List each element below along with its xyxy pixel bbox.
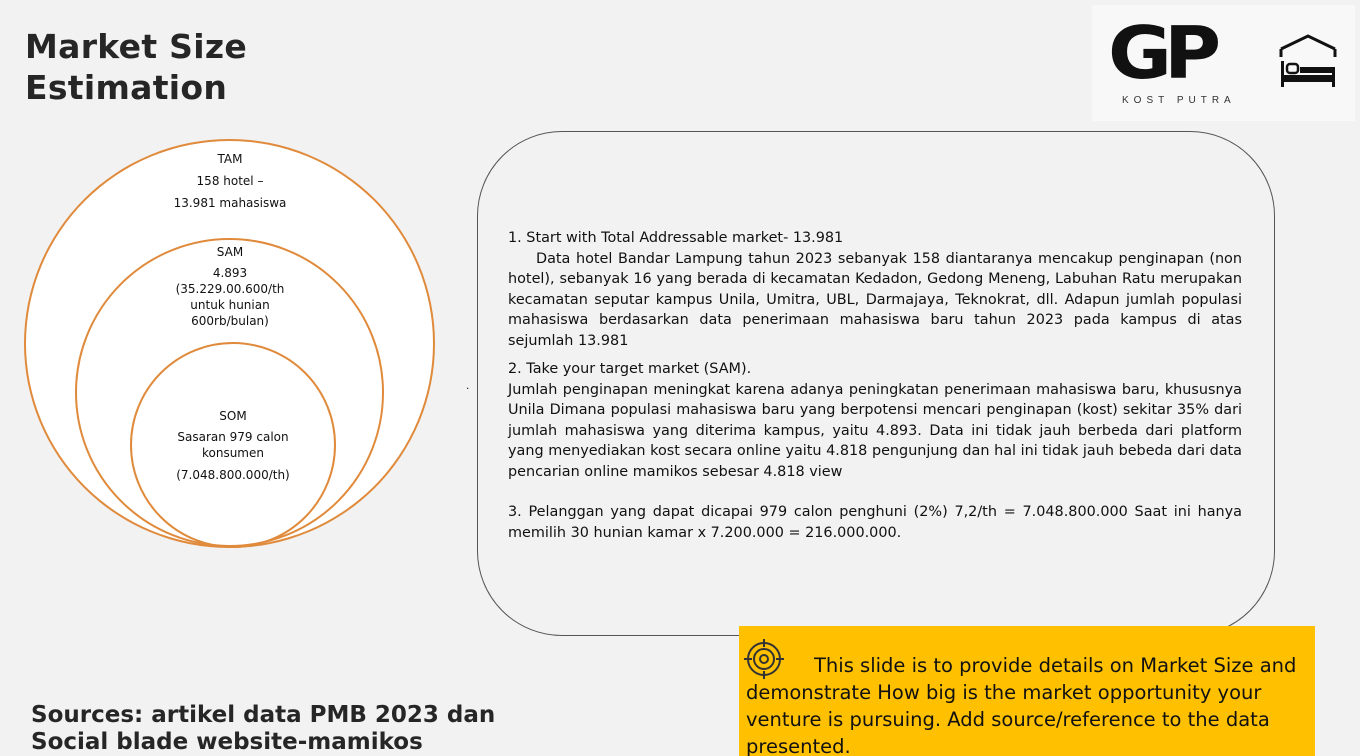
note-text: This slide is to provide details on Market Size and demonstrate How big is the market opportunity your venture is pursuing. Add source/reference to the data presented. — [746, 654, 1297, 756]
sources-text: Sources: artikel data PMB 2023 dan Social blade website-mamikos — [31, 702, 496, 755]
som-line-3: (7.048.800.000/th) — [176, 468, 290, 482]
note-box — [739, 626, 1315, 756]
title-line-2: Estimation — [25, 68, 228, 107]
sam-line-2: (35.229.00.600/th — [175, 282, 285, 296]
detail-2-body: Jumlah penginapan meningkat karena adanya peningkatan penerimaan mahasiswa baru, khususnya Unila Dimana populasi mahasiswa baru yang berpotensi mencari penginapan (kost) sekitar 35% dari jumlah mahasiswa yang diterima kampus, yaitu 4.893. Data ini tidak jauh berbeda dari platform yang menyediakan kost secara online yaitu 4.818 pengunjung dan hal ini tidak jauh bebeda dari data pencarian online mamikos sebesar 4.818 view — [508, 381, 1242, 480]
som-line-1: Sasaran 979 calon — [177, 430, 289, 444]
page-title — [25, 26, 247, 108]
logo-subtitle: KOST PUTRA — [1122, 95, 1236, 106]
tam-line-1: 158 hotel – — [196, 174, 264, 188]
detail-3: 3. Pelanggan yang dapat dicapai 979 calon penghuni (2%) 7,2/th = 7.048.800.000 Saat ini hanya memilih 30 hunian kamar x 7.200.000 = 216.000.000. — [508, 504, 1242, 541]
tam-label: TAM — [217, 152, 243, 166]
tam-text — [150, 151, 310, 211]
som-text — [153, 408, 313, 483]
stray-dot: . — [466, 378, 470, 392]
sam-line-4: 600rb/bulan) — [191, 314, 269, 328]
details-text — [508, 228, 1242, 543]
detail-1-body: Data hotel Bandar Lampung tahun 2023 sebanyak 158 diantaranya mencakup penginapan (non hotel), sebanyak 16 yang berada di kecamatan Kedadon, Gedong Meneng, Labuhan Ratu merupakan kecamatan seputar kampus Unila, Umitra, UBL, Darmajaya, Teknokrat, dll. Adapun jumlah populasi mahasiswa berdasarkan data penerimaan mahasiswa baru tahun 2023 pada kampus di atas sejumlah 13.981 — [508, 250, 1242, 349]
bed-icon — [1278, 33, 1338, 93]
detail-2-heading: 2. Take your target market (SAM). — [508, 361, 752, 377]
som-label: SOM — [219, 409, 247, 423]
tam-line-2: 13.981 mahasiswa — [173, 196, 287, 210]
sam-line-1: 4.893 — [212, 266, 248, 280]
logo — [1092, 5, 1355, 121]
sam-text — [150, 244, 310, 329]
logo-mark: GP — [1108, 12, 1214, 96]
title-line-1: Market Size — [25, 27, 248, 66]
sam-line-3: untuk hunian — [190, 298, 270, 312]
sam-label: SAM — [216, 245, 244, 259]
som-line-2: konsumen — [201, 446, 264, 460]
detail-1-heading: 1. Start with Total Addressable market- 13.981 — [508, 230, 844, 246]
